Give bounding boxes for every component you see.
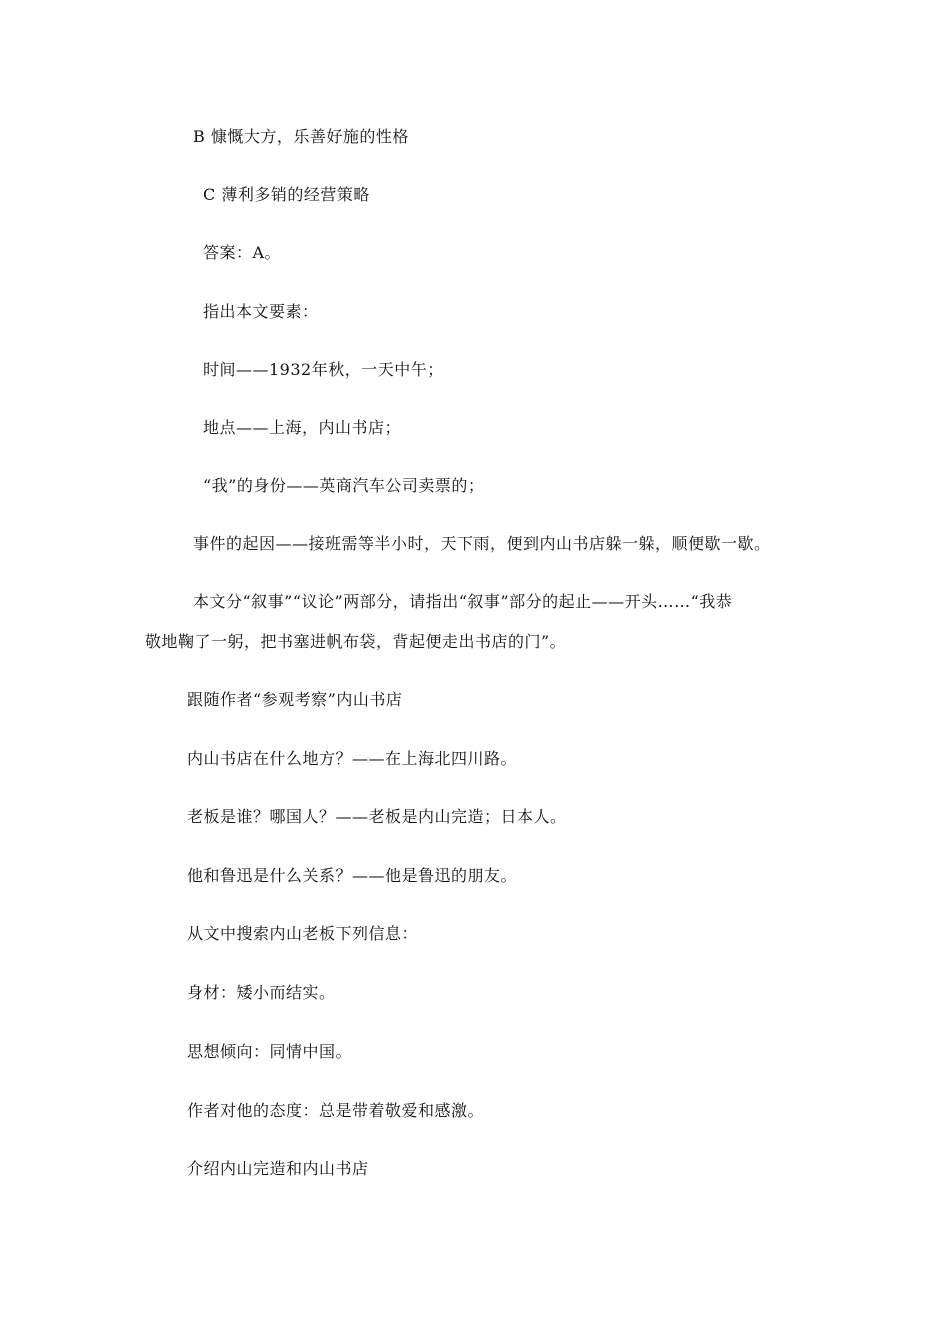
element-time: 时间——1932年秋，一天中午； <box>203 360 444 379</box>
info-stature: 身材：矮小而结实。 <box>187 983 336 1002</box>
info-ideology: 思想倾向：同情中国。 <box>187 1042 353 1061</box>
qa-location: 内山书店在什么地方？——在上海北四川路。 <box>187 749 518 768</box>
elements-heading: 指出本文要素： <box>203 302 319 321</box>
option-b: B 慷慨大方，乐善好施的性格 <box>193 127 409 146</box>
option-c: C 薄利多销的经营策略 <box>203 185 370 204</box>
element-cause: 事件的起因——接班需等半小时，天下雨，便到内山书店躲一躲，顺便歇一歇。 <box>193 534 771 553</box>
section-heading-visit: 跟随作者“参观考察”内山书店 <box>187 690 403 709</box>
section-heading-intro: 介绍内山完造和内山书店 <box>187 1159 369 1178</box>
element-place: 地点——上海，内山书店； <box>203 418 402 437</box>
narrative-question-line2: 敬地鞠了一躬，把书塞进帆布袋，背起便走出书店的门”。 <box>145 632 567 651</box>
info-attitude: 作者对他的态度：总是带着敬爱和感激。 <box>187 1101 485 1120</box>
answer: 答案：A。 <box>203 243 282 262</box>
search-info-heading: 从文中搜索内山老板下列信息： <box>187 924 419 943</box>
qa-relationship: 他和鲁迅是什么关系？——他是鲁迅的朋友。 <box>187 866 518 885</box>
narrative-question-line1: 本文分“叙事”“议论”两部分，请指出“叙事”部分的起止——开头……“我恭 <box>193 592 733 611</box>
qa-owner: 老板是谁？哪国人？——老板是内山完造；日本人。 <box>187 807 567 826</box>
element-identity: “我”的身份——英商汽车公司卖票的； <box>203 476 485 495</box>
